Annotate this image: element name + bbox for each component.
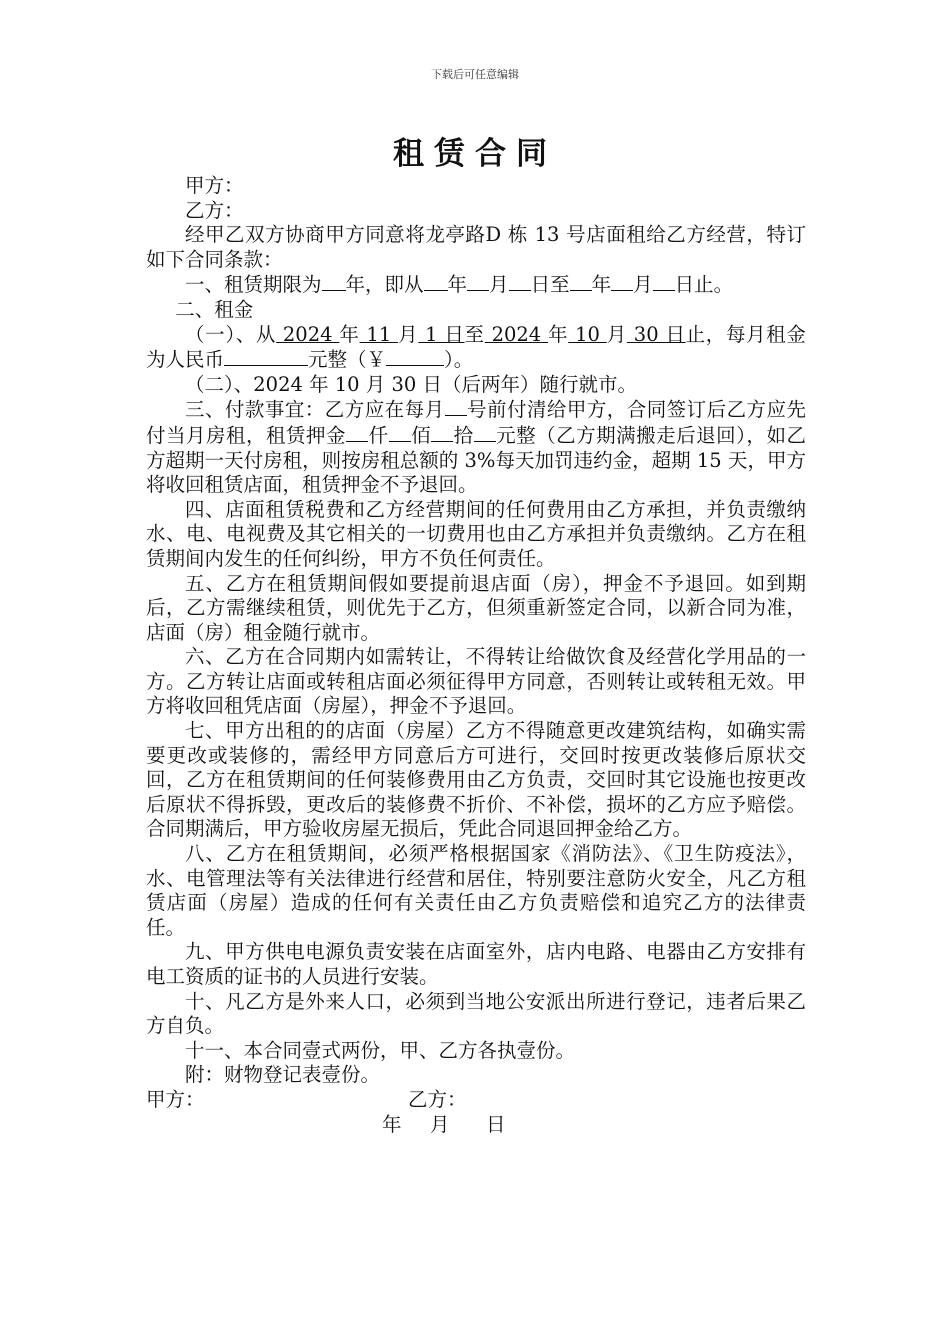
contract-title: 租赁合同 (393, 136, 557, 172)
clause-4: 四、店面租赁税费和乙方经营期间的任何费用由乙方承担，并负责缴纳水、电、电视费及其它相关的一切费用也由乙方承担并负责缴纳。乙方在租赁期间内发生的任何纠纷，甲方不负任何责任。 (146, 497, 806, 570)
clause-1: 一、租赁期限为 年，即从 年 月 日至 年 月 日止。 (185, 273, 734, 297)
clause-5: 五、乙方在租赁期间假如要提前退店面（房），押金不予退回。如到期后，乙方需继续租赁，则优先于乙方，但须重新签定合同，以新合同为准，店面（房）租金随行就市。 (146, 571, 806, 644)
clause-6: 六、乙方在合同期内如需转让，不得转让给做饮食及经营化学用品的一方。乙方转让店面或转租店面必须征得甲方同意，否则转让或转租无效。甲方将收回租凭店面（房屋），押金不予退回。 (146, 645, 806, 718)
clause-9: 九、甲方供电电源负责安装在店面室外，店内电路、电器由乙方安排有电工资质的证书的人员进行安装。 (146, 940, 806, 988)
date-day: 日 (486, 1112, 506, 1136)
party-a-line: 甲方： (185, 174, 244, 197)
attachment-line: 附：财物登记表壹份。 (185, 1063, 381, 1087)
party-b-line: 乙方： (185, 198, 244, 222)
end-day: 30 日 (626, 322, 686, 346)
clause-8: 八、乙方在租赁期间，必须严格根据国家《消防法》、《卫生防疫法》，水、电管理法等有关法律进行经营和居住，特别要注意防火安全，凡乙方租赁店面（房屋）造成的任何有关责任由乙方负责赔偿和追究乙方的法律责任。 (146, 842, 806, 939)
clause-2-title: 二、租金 (175, 297, 254, 321)
clause-2-2: （二）、2024 年 10 月 30 日（后两年）随行就市。 (185, 372, 637, 396)
signature-row (146, 1088, 806, 1113)
end-year: 2024 (484, 322, 549, 346)
clause-10: 十、凡乙方是外来人口，必须到当地公安派出所进行登记，违者后果乙方自负。 (146, 989, 806, 1038)
end-month: 10 (568, 322, 607, 346)
page-header-note: 下载后可任意编辑 (431, 68, 519, 81)
date-year: 年 (382, 1112, 402, 1136)
start-month: 11 (359, 322, 399, 346)
start-year: 2024 (276, 322, 340, 346)
clause-7: 七、甲方出租的的店面（房屋）乙方不得随意更改建筑结构，如确实需要更改或装修的，需经甲方同意后方可进行，交回时按更改装修后原状交回，乙方在租赁期间的任何装修费用由乙方负责，交回时其它设施也按更改后原状不得拆毁，更改后的装修费不折价、不补偿，损坏的乙方应予赔偿。合同期满后，甲方验收房屋无损后，凭此合同退回押金给乙方。 (146, 719, 806, 841)
start-day: 1 日 (418, 322, 465, 346)
clause-3: 三、付款事宜：乙方应在每月 号前付清给甲方，合同签订后乙方应先付当月房租，租赁押金 仟 佰 拾 元整（乙方期满搬走后退回），如乙方超期一天付房租，则按房租总额的 3%每天加罚违约金，超期 15 天，甲方将收回租赁店面，租赁押金不予退回。 (146, 398, 806, 497)
signature-party-a: 甲方： (146, 1087, 205, 1111)
date-row (146, 1113, 806, 1139)
signature-party-b: 乙方： (408, 1087, 467, 1111)
intro-paragraph: 经甲乙双方协商甲方同意将龙亭路D 栋 13 号店面租给乙方经营，特订如下合同条款： (146, 223, 806, 271)
clause-11: 十一、本合同壹式两份，甲、乙方各执壹份。 (185, 1038, 576, 1062)
date-month: 月 (430, 1112, 450, 1136)
contract-body (146, 174, 806, 1139)
clause-2-1: （一）、从 2024 年 11 月 1 日至 2024 年 10 月 30 日止，每月租金为人民币 元整（￥ ）。 (146, 322, 806, 372)
